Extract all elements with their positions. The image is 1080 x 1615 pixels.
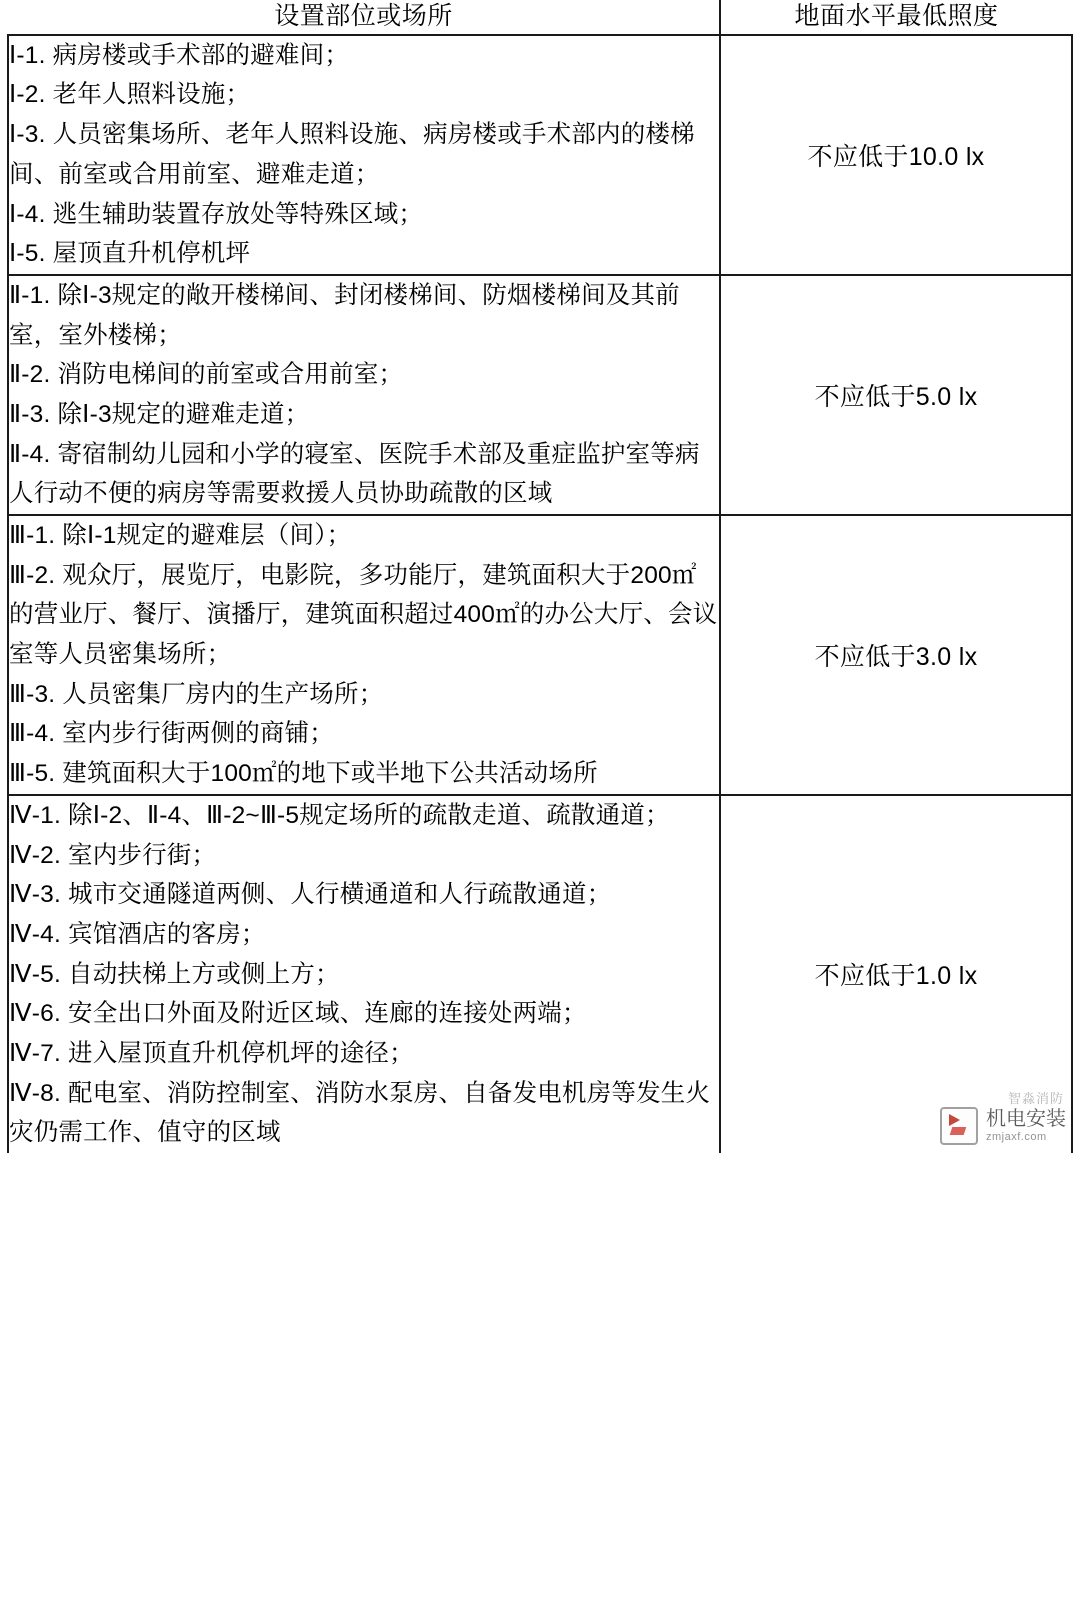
list-item: Ⅳ-6. 安全出口外面及附近区域、连廊的连接处两端； <box>9 1000 587 1028</box>
watermark <box>940 1107 1066 1145</box>
list-item: Ⅲ-3. 人员密集厂房内的生产场所； <box>9 680 384 708</box>
location-cell-group-4 <box>8 795 720 1153</box>
list-item: Ⅲ-5. 建筑面积大于100㎡的地下或半地下公共活动场所 <box>9 760 598 788</box>
location-cell-group-2 <box>8 275 720 515</box>
list-item: Ⅱ-2. 消防电梯间的前室或合用前室； <box>9 361 404 389</box>
list-item: Ⅱ-3. 除Ⅰ-3规定的避难走道； <box>9 400 310 428</box>
table-row <box>8 275 1072 515</box>
illuminance-value-group-4: 不应低于1.0 lx <box>720 795 1072 1153</box>
illuminance-value-group-3: 不应低于3.0 lx <box>720 515 1072 795</box>
list-item: Ⅳ-5. 自动扶梯上方或侧上方； <box>9 960 340 988</box>
watermark-brand: 智淼消防 <box>1007 1091 1064 1106</box>
column-header-illuminance: 地面水平最低照度 <box>720 0 1072 35</box>
list-item: Ⅲ-4. 室内步行街两侧的商铺； <box>9 720 334 748</box>
list-item: Ⅳ-7. 进入屋顶直升机停机坪的途径； <box>9 1039 414 1067</box>
list-item: Ⅱ-4. 寄宿制幼儿园和小学的寝室、医院手术部及重症监护室等病人行动不便的病房等需要救援人员协助疏散的区域 <box>9 440 700 508</box>
table-header-row <box>8 0 1072 35</box>
illuminance-value-group-1: 不应低于10.0 lx <box>720 35 1072 275</box>
watermark-account-name: 机电安装 <box>986 1108 1066 1131</box>
list-item: Ⅱ-1. 除Ⅰ-3规定的敞开楼梯间、封闭楼梯间、防烟楼梯间及其前室，室外楼梯； <box>9 281 680 349</box>
table-body <box>8 35 1072 1153</box>
list-item: Ⅰ-1. 病房楼或手术部的避难间； <box>9 41 350 69</box>
list-item: Ⅳ-3. 城市交通隧道两侧、人行横通道和人行疏散通道； <box>9 881 612 909</box>
list-item: Ⅰ-5. 屋顶直升机停机坪 <box>9 240 251 268</box>
location-cell-group-3 <box>8 515 720 795</box>
table-header <box>8 0 1072 35</box>
list-item: Ⅳ-8. 配电室、消防控制室、消防水泵房、自备发电机房等发生火灾仍需工作、值守的区域 <box>9 1079 711 1147</box>
table-row <box>8 35 1072 275</box>
table-row <box>8 795 1072 1153</box>
list-item: Ⅰ-3. 人员密集场所、老年人照料设施、病房楼或手术部内的楼梯间、前室或合用前室、避难走道； <box>9 121 695 188</box>
watermark-text <box>986 1108 1066 1144</box>
column-header-location: 设置部位或场所 <box>8 0 720 35</box>
list-item: Ⅲ-1. 除Ⅰ-1规定的避难层（间）； <box>9 522 352 549</box>
emergency-lighting-illuminance-table <box>7 0 1073 1153</box>
flame-logo-icon <box>940 1107 978 1145</box>
table-row <box>8 515 1072 795</box>
watermark-site: zmjaxf.com <box>986 1131 1047 1144</box>
location-cell-group-1 <box>8 35 720 275</box>
list-item: Ⅰ-2. 老年人照料设施； <box>9 81 251 109</box>
illuminance-value-group-2: 不应低于5.0 lx <box>720 275 1072 515</box>
list-item: Ⅳ-2. 室内步行街； <box>9 841 217 869</box>
list-item: Ⅲ-2. 观众厅，展览厅，电影院，多功能厅，建筑面积大于200㎡的营业厅、餐厅、演播厅，建筑面积超过400㎡的办公大厅、会议室等人员密集场所； <box>9 561 718 669</box>
list-item: Ⅳ-1. 除Ⅰ-2、Ⅱ-4、Ⅲ-2~Ⅲ-5规定场所的疏散走道、疏散通道； <box>9 801 670 829</box>
list-item: Ⅳ-4. 宾馆酒店的客房； <box>9 920 266 948</box>
list-item: Ⅰ-4. 逃生辅助装置存放处等特殊区域； <box>9 200 424 228</box>
